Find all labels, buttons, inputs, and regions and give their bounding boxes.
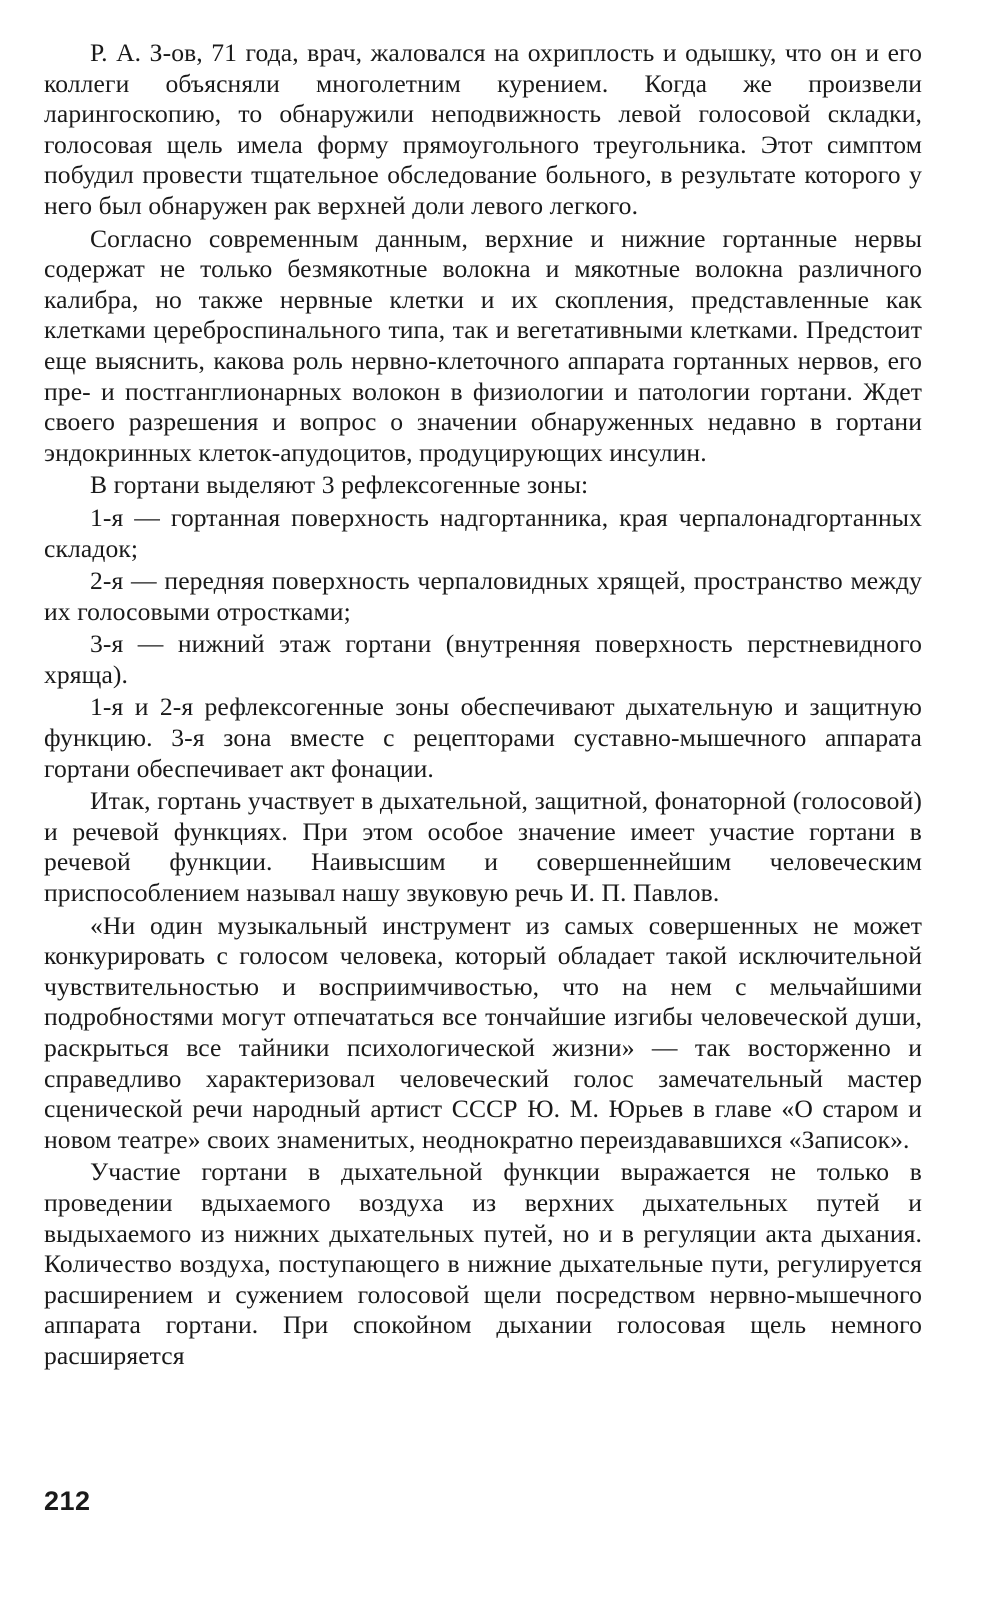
paragraph-reflexogenic-zones-intro: В гортани выделяют 3 рефлексогенные зоны: xyxy=(90,470,589,500)
paragraph-respiratory-function: Участие гортани в дыхательной функции выражается не только в проведении вдыхаемого воздуха из верхних дыхательных путей и выдыхаемого из нижних дыхательных путей, но и в регуляции акта дыхания. Количество воздуха, поступающего в нижние дыхательные пути, регулируется расширением и сужением голосовой щели посредством нервно-мышечного аппарата гортани. При спокойном дыхании голосовая щель немного расширяется xyxy=(44,1157,922,1370)
paragraph-zone-3: 3-я — нижний этаж гортани (внутренняя поверхность перстневидного хряща). xyxy=(44,629,922,689)
paragraph-larynx-functions: Итак, гортань участвует в дыхательной, защитной, фонаторной (голосовой) и речевой функциях. При этом особое значение имеет участие гортани в речевой функции. Наивысшим и совершеннейшим человеческим приспособлением называл нашу звуковую речь И. П. Павлов. xyxy=(44,786,922,908)
page-number: 212 xyxy=(44,1486,91,1516)
paragraph-laryngeal-nerves: Согласно современным данным, верхние и нижние гортанные нервы содержат не только безмякотные волокна и мякотные волокна различного калибра, но также нервные клетки и их скопления, представленные как клетками цереброспинального типа, так и вегетативными клетками. Предстоит еще выяснить, какова роль нервно-клеточного аппарата гортанных нервов, его пре- и постганглионарных волокон в физиологии и патологии гортани. Ждет своего разрешения и вопрос о значении обнаруженных недавно в гортани эндокринных клеток-апудоцитов, продуцирующих инсулин. xyxy=(44,223,922,467)
paragraph-case-report: Р. А. З-ов, 71 года, врач, жаловался на охриплость и одышку, что он и его коллеги объясняли многолетним курением. Когда же произвели ларингоскопию, то обнаружили неподвижность левой голосовой складки, голосовая щель имела форму прямоугольного треугольника. Этот симптом побудил провести тщательное обследование больного, в результате которого у него был обнаружен рак верхней доли левого легкого. xyxy=(44,38,922,220)
paragraph-yuryev-quote: «Ни один музыкальный инструмент из самых совершенных не может конкурировать с голосом человека, который обладает такой исключительной чувствительностью и восприимчивостью, что на нем с мельчайшими подробностями могут отпечататься все тончайшие изгибы человеческой души, раскрыться все тайники психологической жизни» — так восторженно и справедливо характеризовал человеческий голос замечательный мастер сценической речи народный артист СССР Ю. М. Юрьев в главе «О старом и новом театре» своих знаменитых, неоднократно переиздававшихся «Записок». xyxy=(44,910,922,1154)
paragraph-zones-function: 1-я и 2-я рефлексогенные зоны обеспечивают дыхательную и защитную функцию. 3-я зона вместе с рецепторами суставно-мышечного аппарата гортани обеспечивает акт фонации. xyxy=(44,692,922,783)
page-body xyxy=(44,38,922,1558)
paragraph-zone-1: 1-я — гортанная поверхность надгортанника, края черпалонадгортанных складок; xyxy=(44,502,922,563)
paragraph-zone-2: 2-я — передняя поверхность черпаловидных хрящей, пространство между их голосовыми отростками; xyxy=(44,566,922,626)
